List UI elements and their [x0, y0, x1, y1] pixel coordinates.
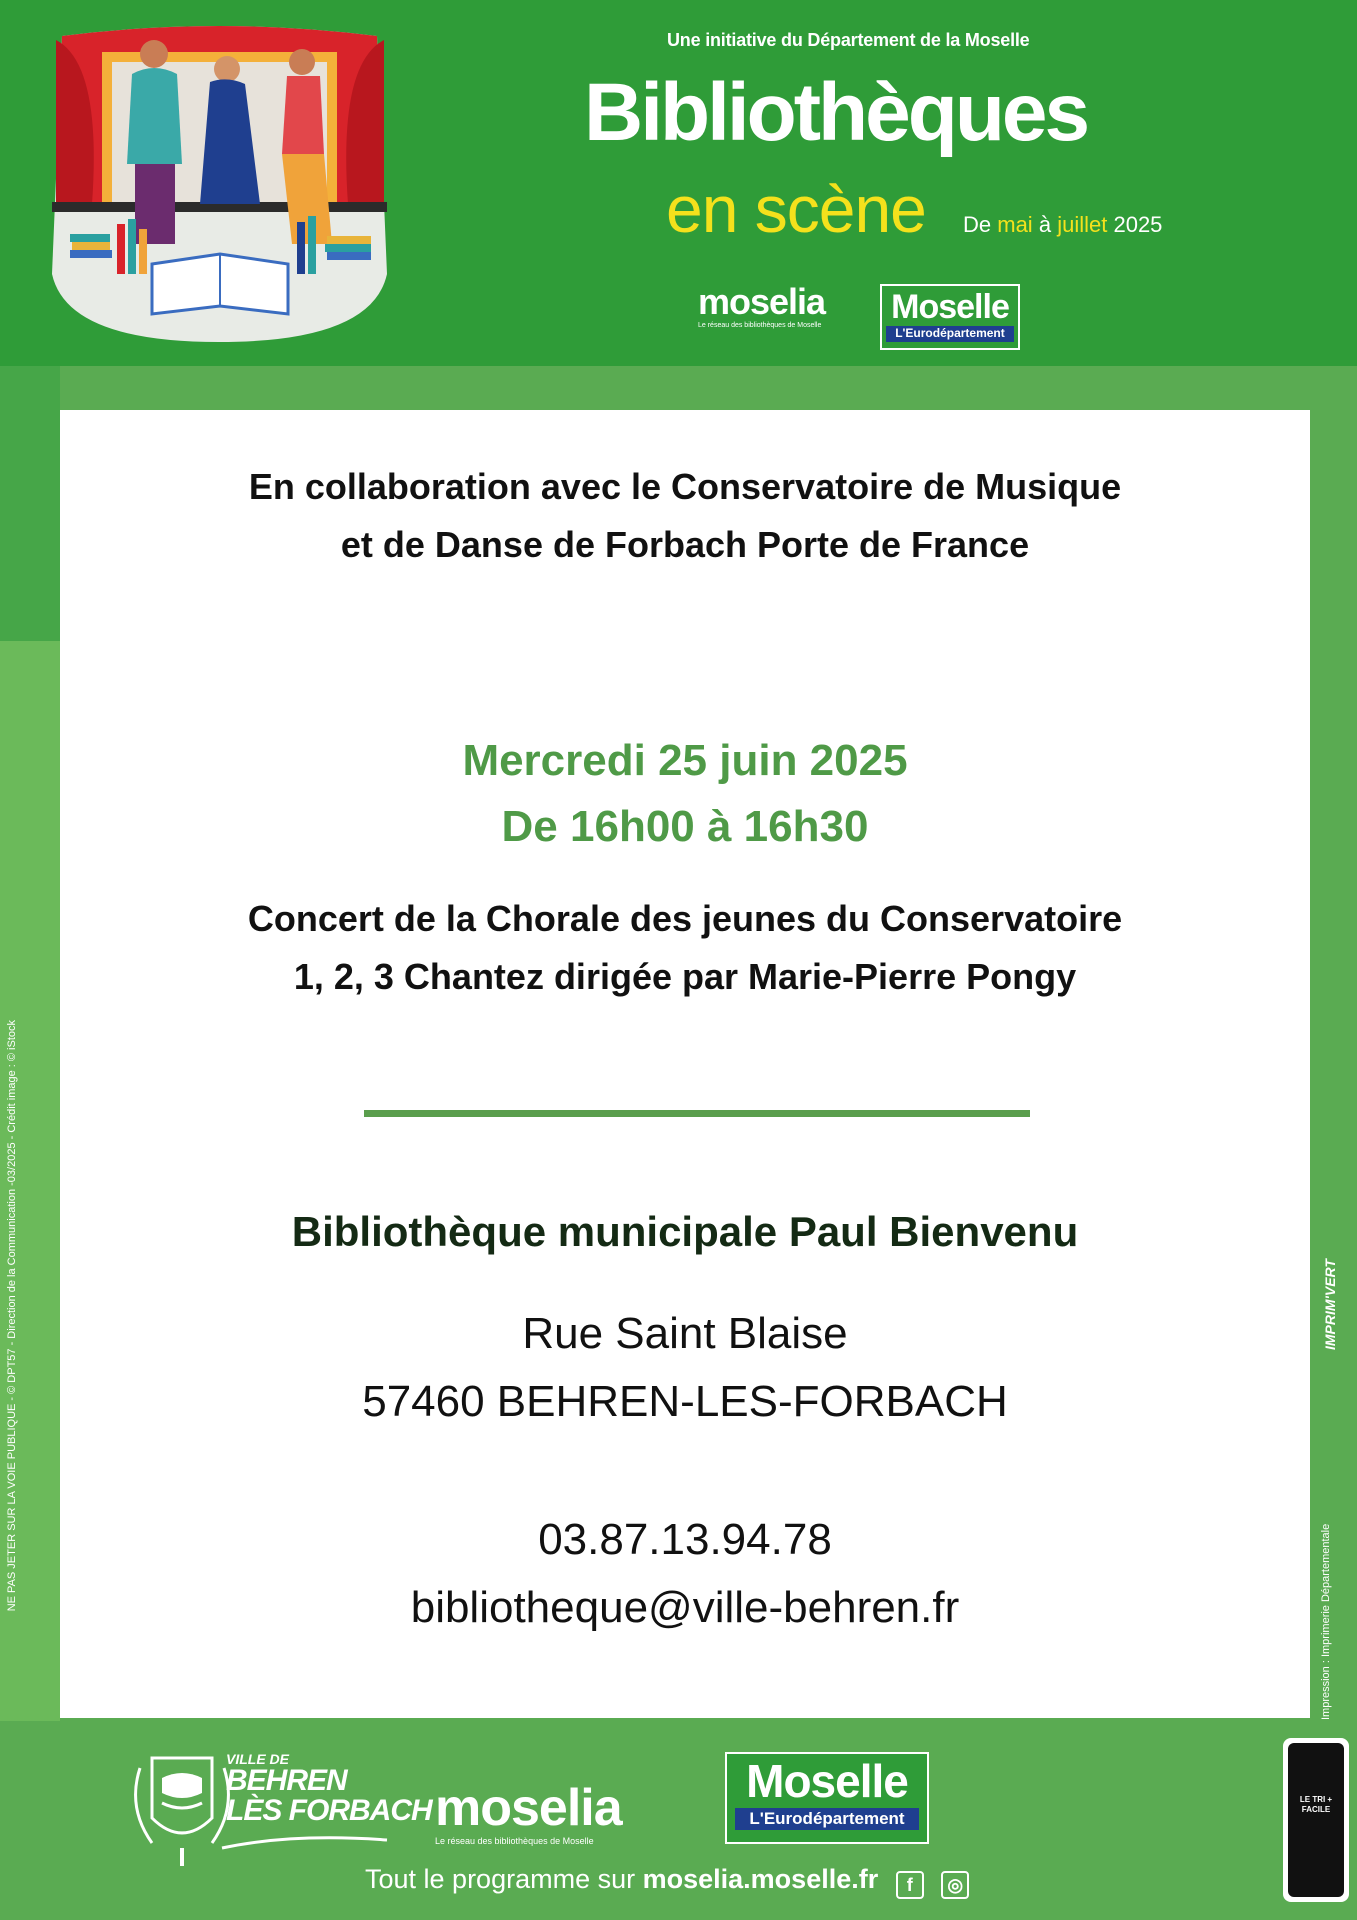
moselia-footer-tagline: Le réseau des bibliothèques de Moselle	[435, 1836, 594, 1846]
moselle-logo-header	[880, 284, 1020, 350]
program-prefix: Tout le programme sur	[365, 1864, 636, 1894]
section-divider	[364, 1110, 1030, 1117]
behren-wordmark	[226, 1752, 432, 1826]
credit-right-vertical: Impression : Imprimerie Départementale	[1320, 1523, 1332, 1720]
imprimvert-label: IMPRIM'VERT	[1322, 1259, 1338, 1350]
moselia-logo-header	[698, 281, 826, 329]
moselle-logo-footer	[725, 1752, 929, 1844]
address-street: Rue Saint Blaise	[522, 1309, 848, 1358]
moselia-logo-word: moselia	[698, 281, 826, 322]
moselle-logo-sub: L'Eurodépartement	[886, 326, 1014, 342]
concert-line-1: Concert de la Chorale des jeunes du Conservatoire	[247, 898, 1123, 939]
facebook-icon[interactable]: f	[896, 1871, 924, 1899]
library-contact	[60, 1506, 1310, 1642]
event-datetime	[60, 728, 1310, 860]
date-month-start: mai	[997, 212, 1033, 237]
info-card	[60, 410, 1310, 1718]
credit-left-vertical: NE PAS JETER SUR LA VOIE PUBLIQUE - © DPT57 - Direction de la Communication -03/2025 - Crédit image : © iStock	[6, 1020, 18, 1612]
brand-subtitle: en scène	[666, 172, 926, 246]
behren-line-2: LÈS FORBACH	[226, 1794, 432, 1827]
moselia-logo-footer	[435, 1779, 622, 1846]
collaboration-text	[60, 458, 1310, 574]
moselia-logo-tagline: Le réseau des bibliothèques de Moselle	[698, 322, 822, 329]
address-city: 57460 BEHREN-LES-FORBACH	[362, 1377, 1008, 1426]
triman-recycling-badge	[1283, 1738, 1349, 1902]
library-address	[60, 1300, 1310, 1436]
library-name: Bibliothèque municipale Paul Bienvenu	[291, 1208, 1079, 1255]
event-time: De 16h00 à 16h30	[501, 802, 869, 851]
collaboration-line-1: En collaboration avec le Conservatoire de Musique	[248, 466, 1122, 507]
concert-line-2: 1, 2, 3 Chantez dirigée par Marie-Pierre Pongy	[293, 956, 1077, 997]
program-link-line	[365, 1864, 969, 1899]
date-mid: à	[1038, 212, 1052, 237]
date-range	[963, 212, 1162, 238]
date-year: 2025	[1113, 212, 1163, 237]
triman-badge-inner	[1288, 1743, 1344, 1897]
brand-title: Bibliothèques	[584, 67, 1088, 158]
behren-small: VILLE DE	[226, 1751, 290, 1767]
tri-facile-label: LE TRI + FACILE	[1299, 1795, 1333, 1814]
date-prefix: De	[963, 212, 992, 237]
program-url-link[interactable]: moselia.moselle.fr	[642, 1864, 879, 1894]
contact-email[interactable]: bibliotheque@ville-behren.fr	[410, 1583, 960, 1632]
moselle-footer-name: Moselle	[746, 1755, 908, 1807]
moselia-footer-word: moselia	[435, 1779, 622, 1837]
instagram-icon[interactable]: ◎	[941, 1871, 969, 1899]
date-month-end: juillet	[1057, 212, 1108, 237]
behren-line-1: BEHREN	[226, 1764, 347, 1797]
side-band-upper	[0, 366, 60, 641]
moselle-logo-name: Moselle	[891, 288, 1009, 326]
event-date: Mercredi 25 juin 2025	[462, 736, 908, 785]
collaboration-line-2: et de Danse de Forbach Porte de France	[340, 524, 1030, 565]
initiative-text: Une initiative du Département de la Moselle	[667, 30, 1030, 50]
concert-description	[60, 890, 1310, 1006]
contact-phone: 03.87.13.94.78	[538, 1515, 832, 1564]
moselle-footer-sub: L'Eurodépartement	[735, 1808, 919, 1830]
stage-illustration	[42, 24, 397, 346]
